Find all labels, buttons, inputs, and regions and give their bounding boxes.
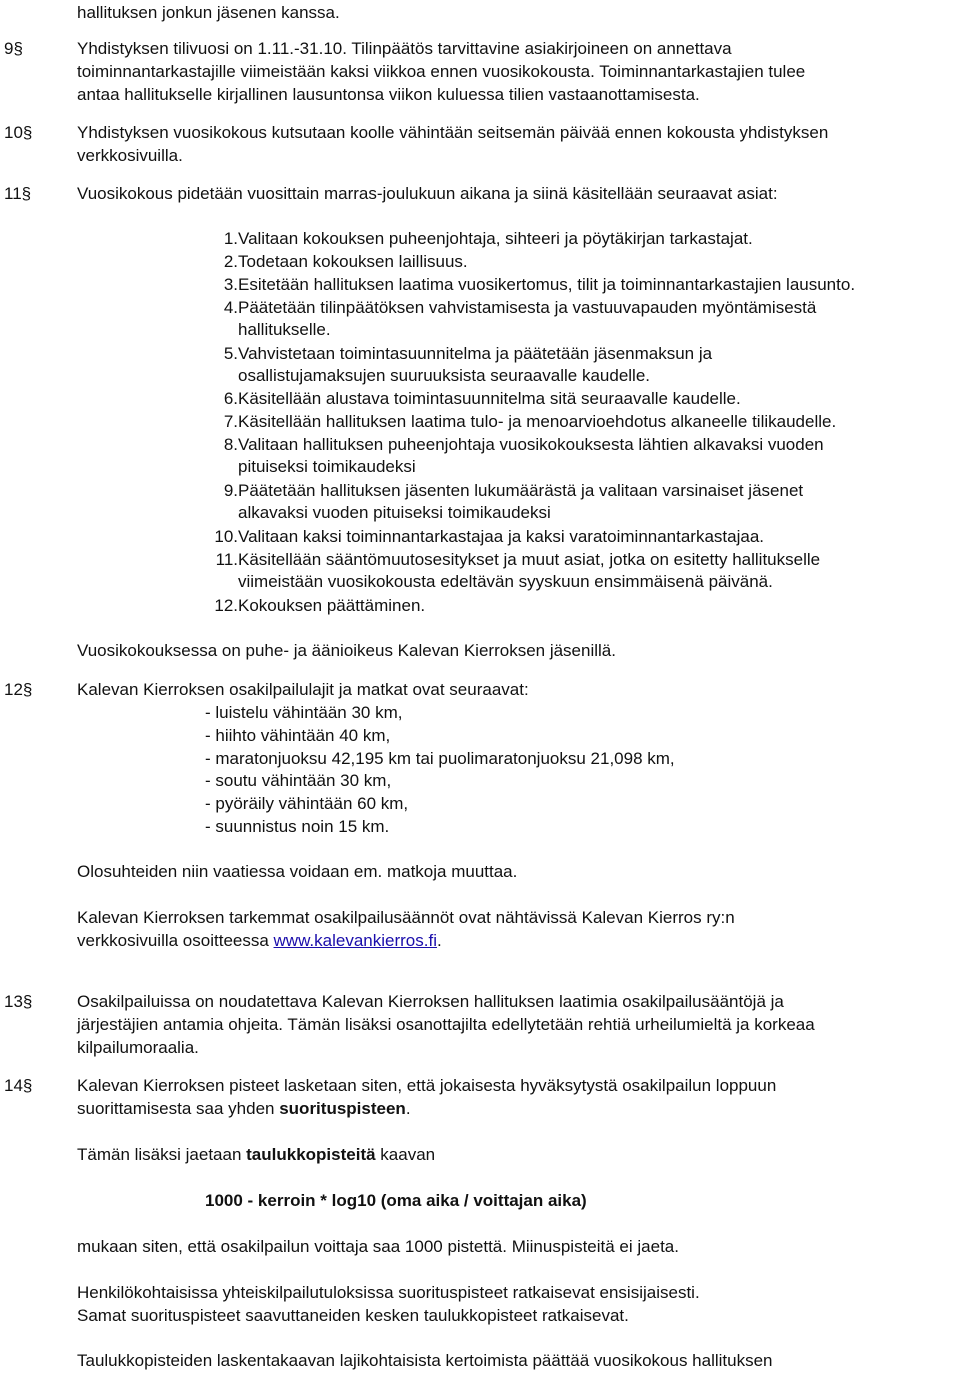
agenda-item: 7.Käsitellään hallituksen laatima tulo- ja menoarvioehdotus alkaneelle tilikaudelle. xyxy=(223,412,837,431)
bold-term: suorituspisteen xyxy=(279,1099,406,1118)
section-14-line: Kalevan Kierroksen pisteet lasketaan siten, että jokaisesta hyväksytystä osakilpailun loppuun xyxy=(77,1076,777,1095)
agenda-item: 1.Valitaan kokouksen puheenjohtaja, sihteeri ja pöytäkirjan tarkastajat. xyxy=(223,229,753,248)
agenda-item: 11.Käsitellään sääntömuutosesitykset ja muut asiat, jotka on esitetty hallitukselle viimeistään vuosikokousta edeltävän syyskuun ensimmäisenä päivänä. xyxy=(215,550,821,591)
section-14-line: suorittamisesta saa yhden suorituspisteen. xyxy=(77,1099,411,1118)
section-9-line: Yhdistyksen tilivuosi on 1.11.-31.10. Tilinpäätös tarvittavine asiakirjoineen on annettava xyxy=(77,39,732,58)
section-13-line: Osakilpailuissa on noudatettava Kalevan Kierroksen hallituksen laatimia osakilpailusääntöjä ja xyxy=(77,992,784,1011)
section-14-paragraph: Taulukkopisteiden laskentakaavan lajikohtaisista kertoimista päättää vuosikokous hallituksen xyxy=(77,1351,773,1370)
agenda-item: 4.Päätetään tilinpäätöksen vahvistamisesta ja vastuuvapauden myöntämisestä hallitukselle. xyxy=(223,298,817,339)
agenda-item: 5.Vahvistetaan toimintasuunnitelma ja päätetään jäsenmaksun ja osallistujamaksujen suuruuksista seuraavalle kaudelle. xyxy=(223,344,713,385)
section-13-line: kilpailumoraalia. xyxy=(77,1038,199,1057)
section-13-number: 13§ xyxy=(4,992,33,1011)
distance-item: - soutu vähintään 30 km, xyxy=(205,771,392,790)
section-12-rules-line: verkkosivuilla osoitteessa www.kalevankierros.fi. xyxy=(77,931,442,950)
website-link[interactable]: www.kalevankierros.fi xyxy=(273,931,437,950)
section-14-paragraph: Samat suorituspisteet saavuttaneiden kesken taulukkopisteet ratkaisevat. xyxy=(77,1306,629,1325)
agenda-item: 12.Kokouksen päättäminen. xyxy=(214,596,426,615)
agenda-item: 10.Valitaan kaksi toiminnantarkastajaa ja kaksi varatoiminnantarkastajaa. xyxy=(214,527,765,546)
section-10-line: verkkosivuilla. xyxy=(77,146,183,165)
agenda-item: 3.Esitetään hallituksen laatima vuosikertomus, tilit ja toiminnantarkastajien lausunto. xyxy=(223,275,856,294)
agenda-item: 9.Päätetään hallituksen jäsenten lukumäärästä ja valitaan varsinaiset jäsenet alkavaksi vuoden pituiseksi toimikaudeksi xyxy=(223,481,804,522)
agenda-item: 8.Valitaan hallituksen puheenjohtaja vuosikokouksesta lähtien alkavaksi vuoden pituiseksi toimikaudeksi xyxy=(223,435,824,476)
bold-term: taulukkopisteitä xyxy=(246,1145,376,1164)
distance-item: - suunnistus noin 15 km. xyxy=(205,817,390,836)
section-9-line: toiminnantarkastajille viimeistään kaksi viikkoa ennen vuosikokousta. Toiminnantarkastajien tulee xyxy=(77,62,806,81)
section-14-paragraph: Henkilökohtaisissa yhteiskilpailutuloksissa suorituspisteet ratkaisevat ensisijaisesti. xyxy=(77,1283,700,1302)
distance-item: - pyöräily vähintään 60 km, xyxy=(205,794,409,813)
agenda-item: 6.Käsitellään alustava toimintasuunnitelma sitä seuraavalle kaudelle. xyxy=(223,389,741,408)
distance-item: - luistelu vähintään 30 km, xyxy=(205,703,403,722)
section-9-line: antaa hallitukselle kirjallinen lausuntonsa viikon kuluessa tilien vastaanottamisesta. xyxy=(77,85,700,104)
section-13-line: järjestäjien antamia ohjeita. Tämän lisäksi osanottajilta edellytetään rehtiä urheilumieltä ja korkeaa xyxy=(77,1015,815,1034)
section-11-number: 11§ xyxy=(4,184,32,203)
section-14-paragraph: mukaan siten, että osakilpailun voittaja saa 1000 pistettä. Miinuspisteitä ei jaeta. xyxy=(77,1237,679,1256)
section-10-line: Yhdistyksen vuosikokous kutsutaan koolle vähintään seitsemän päivää ennen kokousta yhdistyksen xyxy=(77,123,829,142)
section-14-paragraph: Tämän lisäksi jaetaan taulukkopisteitä kaavan xyxy=(77,1145,436,1164)
section-14-number: 14§ xyxy=(4,1076,33,1095)
continuation-line: hallituksen jonkun jäsenen kanssa. xyxy=(77,3,340,22)
section-11-intro: Vuosikokous pidetään vuosittain marras-joulukuun aikana ja siinä käsitellään seuraavat asiat: xyxy=(77,184,778,203)
formula: 1000 - kerroin * log10 (oma aika / voittajan aika) xyxy=(205,1191,587,1210)
agenda-item: 2.Todetaan kokouksen laillisuus. xyxy=(223,252,468,271)
section-12-number: 12§ xyxy=(4,680,33,699)
section-12-note: Olosuhteiden niin vaatiessa voidaan em. matkoja muuttaa. xyxy=(77,862,518,881)
section-12-intro: Kalevan Kierroksen osakilpailulajit ja matkat ovat seuraavat: xyxy=(77,680,529,699)
section-11-outro: Vuosikokouksessa on puhe- ja äänioikeus Kalevan Kierroksen jäsenillä. xyxy=(77,641,616,660)
distance-item: - maratonjuoksu 42,195 km tai puolimaratonjuoksu 21,098 km, xyxy=(205,749,675,768)
distance-item: - hiihto vähintään 40 km, xyxy=(205,726,391,745)
section-10-number: 10§ xyxy=(4,123,33,142)
section-9-number: 9§ xyxy=(4,39,23,58)
section-12-rules-line: Kalevan Kierroksen tarkemmat osakilpailusäännöt ovat nähtävissä Kalevan Kierros ry:n xyxy=(77,908,735,927)
